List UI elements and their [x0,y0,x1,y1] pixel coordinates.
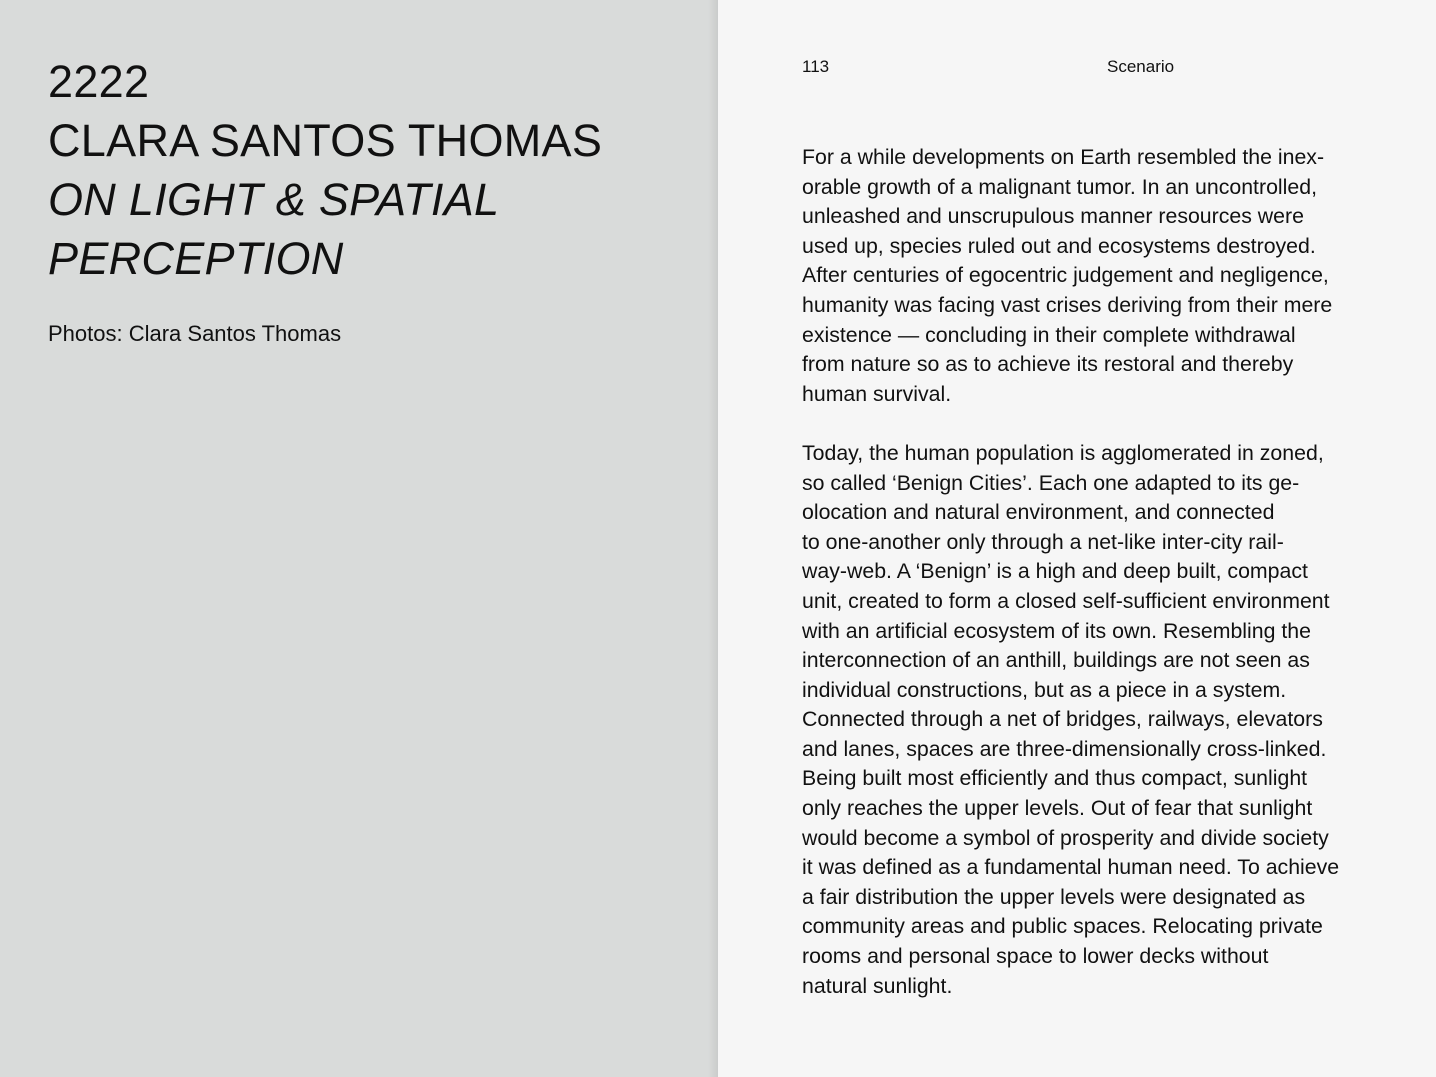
body-text [802,143,1386,1031]
text-line: human survival. [802,381,952,406]
text-line: so called ‘Benign Cities’. Each one adapted to its ge- [802,470,1300,495]
text-line: natural sunlight. [802,973,953,998]
text-line: unleashed and unscrupulous manner resources were [802,204,1304,229]
text-line: humanity was facing vast crises deriving from their mere [802,292,1333,317]
running-head: Scenario [1107,57,1175,76]
paragraph-1 [802,143,1386,409]
photo-credit: Photos: Clara Santos Thomas [48,321,342,346]
article-title: ON LIGHT & SPATIAL PERCEPTION [48,174,499,284]
text-line: olocation and natural environment, and connected [802,500,1275,525]
text-line: to one-another only through a net-like inter-city rail- [802,529,1284,554]
text-line: would become a symbol of prosperity and divide society [802,825,1329,850]
text-line: only reaches the upper levels. Out of fear that sunlight [802,796,1313,821]
text-line: way-web. A ‘Benign’ is a high and deep built, compact [802,559,1308,584]
page-number: 113 [802,57,830,76]
text-line: After centuries of egocentric judgement and negligence, [802,263,1329,288]
text-line: individual constructions, but as a piece in a system. [802,677,1287,702]
text-line: community areas and public spaces. Relocating private [802,914,1323,939]
text-line: orable growth of a malignant tumor. In an uncontrolled, [802,174,1317,199]
author-heading: CLARA SANTOS THOMAS [48,115,603,166]
text-line: existence — concluding in their complete withdrawal [802,322,1296,347]
text-line: Being built most efficiently and thus compact, sunlight [802,766,1308,791]
text-line: used up, species ruled out and ecosystems destroyed. [802,233,1316,258]
text-line: Connected through a net of bridges, railways, elevators [802,707,1323,732]
text-line: and lanes, spaces are three-dimensionally cross-linked. [802,736,1327,761]
text-line: a fair distribution the upper levels were designated as [802,884,1306,909]
text-line: Today, the human population is agglomerated in zoned, [802,440,1324,465]
text-line: interconnection of an anthill, buildings are not seen as [802,648,1310,673]
text-line: with an artificial ecosystem of its own. Resembling the [802,618,1311,643]
text-line: it was defined as a fundamental human need. To achieve [802,855,1340,880]
text-line: For a while developments on Earth resembled the inex- [802,145,1325,169]
text-line: rooms and personal space to lower decks without [802,944,1269,969]
title-block [48,52,668,288]
year-heading: 2222 [48,56,150,107]
text-line: unit, created to form a closed self-sufficient environment [802,588,1330,613]
paragraph-2 [802,439,1386,1001]
text-line: from nature so as to achieve its restoral and thereby [802,352,1294,377]
